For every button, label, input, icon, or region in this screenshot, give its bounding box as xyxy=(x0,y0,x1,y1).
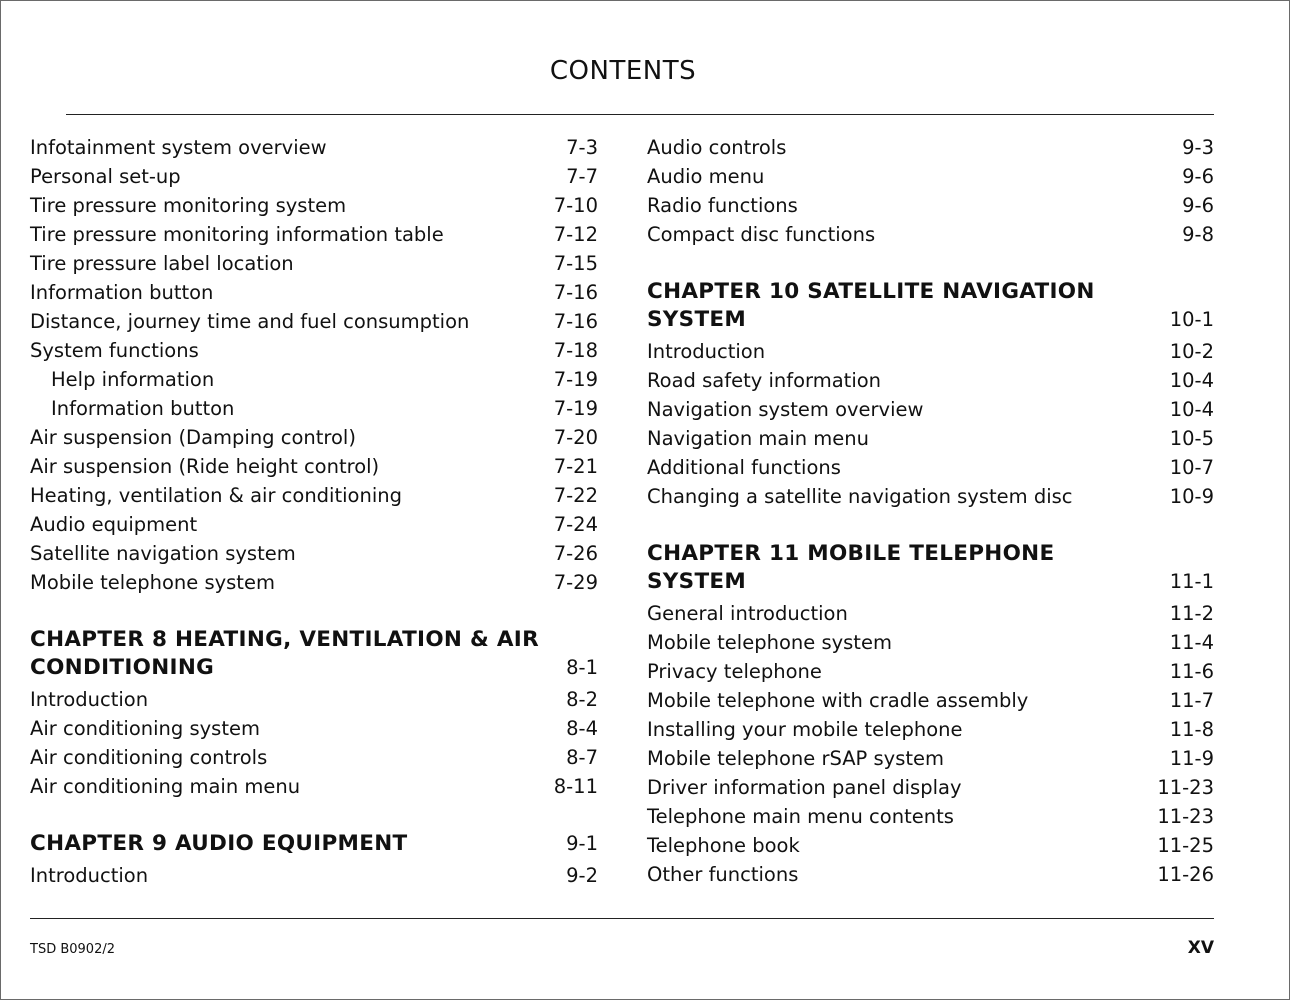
toc-entry[interactable] xyxy=(30,220,598,249)
entry-label: Distance, journey time and fuel consumption xyxy=(30,310,470,333)
entry-page: 10-7 xyxy=(1169,456,1214,479)
toc-entry[interactable] xyxy=(30,568,598,597)
entry-label: Air suspension (Ride height control) xyxy=(30,455,380,478)
toc-entry[interactable] xyxy=(647,744,1214,773)
toc-entry[interactable] xyxy=(647,657,1214,686)
entry-page: 7-16 xyxy=(553,310,598,333)
entry-page: 7-12 xyxy=(553,223,598,246)
entry-page: 7-7 xyxy=(566,165,598,188)
chapter-title-line1: CHAPTER 11 MOBILE TELEPHONE xyxy=(647,541,1055,566)
entry-label: Radio functions xyxy=(647,194,798,217)
toc-entry[interactable] xyxy=(30,861,598,890)
header-rule xyxy=(66,114,1214,115)
toc-entry[interactable] xyxy=(30,162,598,191)
entry-page: 9-6 xyxy=(1182,194,1214,217)
entry-page: 10-4 xyxy=(1169,369,1214,392)
entry-page: 11-6 xyxy=(1169,660,1214,683)
toc-entry[interactable] xyxy=(30,481,598,510)
toc-entry[interactable] xyxy=(647,424,1214,453)
toc-entry[interactable] xyxy=(647,337,1214,366)
toc-entry[interactable] xyxy=(647,395,1214,424)
section-gap xyxy=(30,597,598,626)
entry-label: Mobile telephone system xyxy=(647,631,892,654)
entry-page: 7-19 xyxy=(553,397,598,420)
toc-entry[interactable] xyxy=(647,686,1214,715)
chapter-heading[interactable] xyxy=(647,278,1214,306)
toc-entry[interactable] xyxy=(30,278,598,307)
page-title: CONTENTS xyxy=(549,56,697,86)
entry-page: 11-2 xyxy=(1169,602,1214,625)
toc-entry[interactable] xyxy=(647,482,1214,511)
entry-label: Installing your mobile telephone xyxy=(647,718,963,741)
entry-page: 7-20 xyxy=(553,426,598,449)
toc-entry[interactable] xyxy=(647,860,1214,889)
entry-page: 7-18 xyxy=(553,339,598,362)
entry-label: Tire pressure label location xyxy=(30,252,294,275)
entry-page: 11-4 xyxy=(1169,631,1214,654)
entry-label: Infotainment system overview xyxy=(30,136,327,159)
chapter-title-line1: CHAPTER 9 AUDIO EQUIPMENT xyxy=(30,831,408,856)
entry-label: Information button xyxy=(30,281,214,304)
toc-entry[interactable] xyxy=(30,510,598,539)
toc-entry[interactable] xyxy=(647,133,1214,162)
toc-entry[interactable] xyxy=(647,628,1214,657)
toc-entry[interactable] xyxy=(30,249,598,278)
entry-label: Audio equipment xyxy=(30,513,198,536)
entry-page: 10-5 xyxy=(1169,427,1214,450)
section-gap xyxy=(30,801,598,830)
chapter-heading-cont[interactable] xyxy=(647,306,1214,334)
toc-entry[interactable] xyxy=(647,453,1214,482)
entry-label: Compact disc functions xyxy=(647,223,876,246)
chapter-page: 9-1 xyxy=(566,832,598,855)
entry-page: 8-11 xyxy=(553,775,598,798)
entry-label: Driver information panel display xyxy=(647,776,962,799)
entry-label: Air suspension (Damping control) xyxy=(30,426,356,449)
entry-label: Heating, ventilation & air conditioning xyxy=(30,484,402,507)
toc-entry[interactable] xyxy=(647,162,1214,191)
entry-label: Navigation system overview xyxy=(647,398,924,421)
chapter-title-line2: SYSTEM xyxy=(647,307,747,332)
chapter-heading-cont[interactable] xyxy=(647,568,1214,596)
entry-page: 8-4 xyxy=(566,717,598,740)
entry-page: 11-7 xyxy=(1169,689,1214,712)
entry-page: 9-2 xyxy=(566,864,598,887)
entry-page: 7-15 xyxy=(553,252,598,275)
entry-page: 11-26 xyxy=(1157,863,1214,886)
entry-label: Navigation main menu xyxy=(647,427,870,450)
section-gap xyxy=(647,249,1214,278)
entry-label: Satellite navigation system xyxy=(30,542,296,565)
entry-label: Mobile telephone system xyxy=(30,571,275,594)
entry-page: 10-2 xyxy=(1169,340,1214,363)
toc-left-column xyxy=(30,133,598,890)
entry-label: Changing a satellite navigation system disc xyxy=(647,485,1073,508)
chapter-heading[interactable] xyxy=(30,830,598,858)
entry-label: Mobile telephone rSAP system xyxy=(647,747,944,770)
entry-label: Help information xyxy=(51,368,215,391)
entry-page: 10-9 xyxy=(1169,485,1214,508)
toc-entry[interactable] xyxy=(647,366,1214,395)
entry-label: Road safety information xyxy=(647,369,882,392)
toc-right-column xyxy=(647,133,1214,889)
chapter-heading[interactable] xyxy=(30,626,598,654)
toc-entry[interactable] xyxy=(30,307,598,336)
entry-label: Introduction xyxy=(647,340,766,363)
chapter-title-line1: CHAPTER 10 SATELLITE NAVIGATION xyxy=(647,279,1095,304)
entry-page: 7-16 xyxy=(553,281,598,304)
chapter-page: 11-1 xyxy=(1169,570,1214,593)
entry-page: 8-2 xyxy=(566,688,598,711)
entry-label: General introduction xyxy=(647,602,848,625)
section-gap xyxy=(647,511,1214,540)
entry-page: 7-26 xyxy=(553,542,598,565)
toc-entry[interactable] xyxy=(30,191,598,220)
entry-page: 7-22 xyxy=(553,484,598,507)
toc-subentry[interactable] xyxy=(30,365,598,394)
entry-page: 11-25 xyxy=(1157,834,1214,857)
entry-page: 11-9 xyxy=(1169,747,1214,770)
entry-label: Audio controls xyxy=(647,136,787,159)
entry-label: Air conditioning system xyxy=(30,717,260,740)
toc-entry[interactable] xyxy=(30,423,598,452)
toc-entry[interactable] xyxy=(647,715,1214,744)
toc-entry[interactable] xyxy=(30,685,598,714)
entry-label: Personal set-up xyxy=(30,165,181,188)
toc-subentry[interactable] xyxy=(30,394,598,423)
entry-label: Introduction xyxy=(30,864,149,887)
chapter-heading[interactable] xyxy=(647,540,1214,568)
entry-label: Tire pressure monitoring system xyxy=(30,194,347,217)
entry-label: Air conditioning main menu xyxy=(30,775,301,798)
toc-entry[interactable] xyxy=(647,191,1214,220)
entry-page: 11-23 xyxy=(1157,805,1214,828)
toc-entry[interactable] xyxy=(30,539,598,568)
document-code: TSD B0902/2 xyxy=(30,942,115,957)
entry-label: Information button xyxy=(51,397,235,420)
entry-page: 11-23 xyxy=(1157,776,1214,799)
entry-label: Audio menu xyxy=(647,165,765,188)
entry-label: Telephone book xyxy=(647,834,800,857)
entry-label: Telephone main menu contents xyxy=(647,805,954,828)
toc-entry[interactable] xyxy=(30,133,598,162)
toc-entry[interactable] xyxy=(30,452,598,481)
toc-entry[interactable] xyxy=(647,220,1214,249)
entry-label: Introduction xyxy=(30,688,149,711)
entry-page: 7-21 xyxy=(553,455,598,478)
entry-page: 7-29 xyxy=(553,571,598,594)
toc-entry[interactable] xyxy=(647,773,1214,802)
chapter-title-line1: CHAPTER 8 HEATING, VENTILATION & AIR xyxy=(30,627,539,652)
entry-label: Privacy telephone xyxy=(647,660,822,683)
chapter-title-line2: CONDITIONING xyxy=(30,655,215,680)
entry-page: 10-4 xyxy=(1169,398,1214,421)
entry-page: 9-3 xyxy=(1182,136,1214,159)
toc-entry[interactable] xyxy=(647,831,1214,860)
entry-page: 7-3 xyxy=(566,136,598,159)
entry-page: 8-7 xyxy=(566,746,598,769)
toc-entry[interactable] xyxy=(647,599,1214,628)
entry-page: 7-24 xyxy=(553,513,598,536)
chapter-heading-cont[interactable] xyxy=(30,654,598,682)
chapter-title-line2: SYSTEM xyxy=(647,569,747,594)
entry-label: Mobile telephone with cradle assembly xyxy=(647,689,1029,712)
toc-entry[interactable] xyxy=(647,802,1214,831)
toc-entry[interactable] xyxy=(30,336,598,365)
entry-label: Air conditioning controls xyxy=(30,746,268,769)
entry-label: System functions xyxy=(30,339,199,362)
chapter-page: 10-1 xyxy=(1169,308,1214,331)
page-number: XV xyxy=(1187,938,1214,958)
entry-label: Additional functions xyxy=(647,456,841,479)
chapter-page: 8-1 xyxy=(566,656,598,679)
entry-label: Other functions xyxy=(647,863,799,886)
toc-entry[interactable] xyxy=(30,772,598,801)
toc-entry[interactable] xyxy=(30,743,598,772)
entry-label: Tire pressure monitoring information table xyxy=(30,223,444,246)
entry-page: 7-19 xyxy=(553,368,598,391)
entry-page: 11-8 xyxy=(1169,718,1214,741)
entry-page: 9-8 xyxy=(1182,223,1214,246)
entry-page: 7-10 xyxy=(553,194,598,217)
entry-page: 9-6 xyxy=(1182,165,1214,188)
toc-entry[interactable] xyxy=(30,714,598,743)
footer-rule xyxy=(30,918,1214,919)
